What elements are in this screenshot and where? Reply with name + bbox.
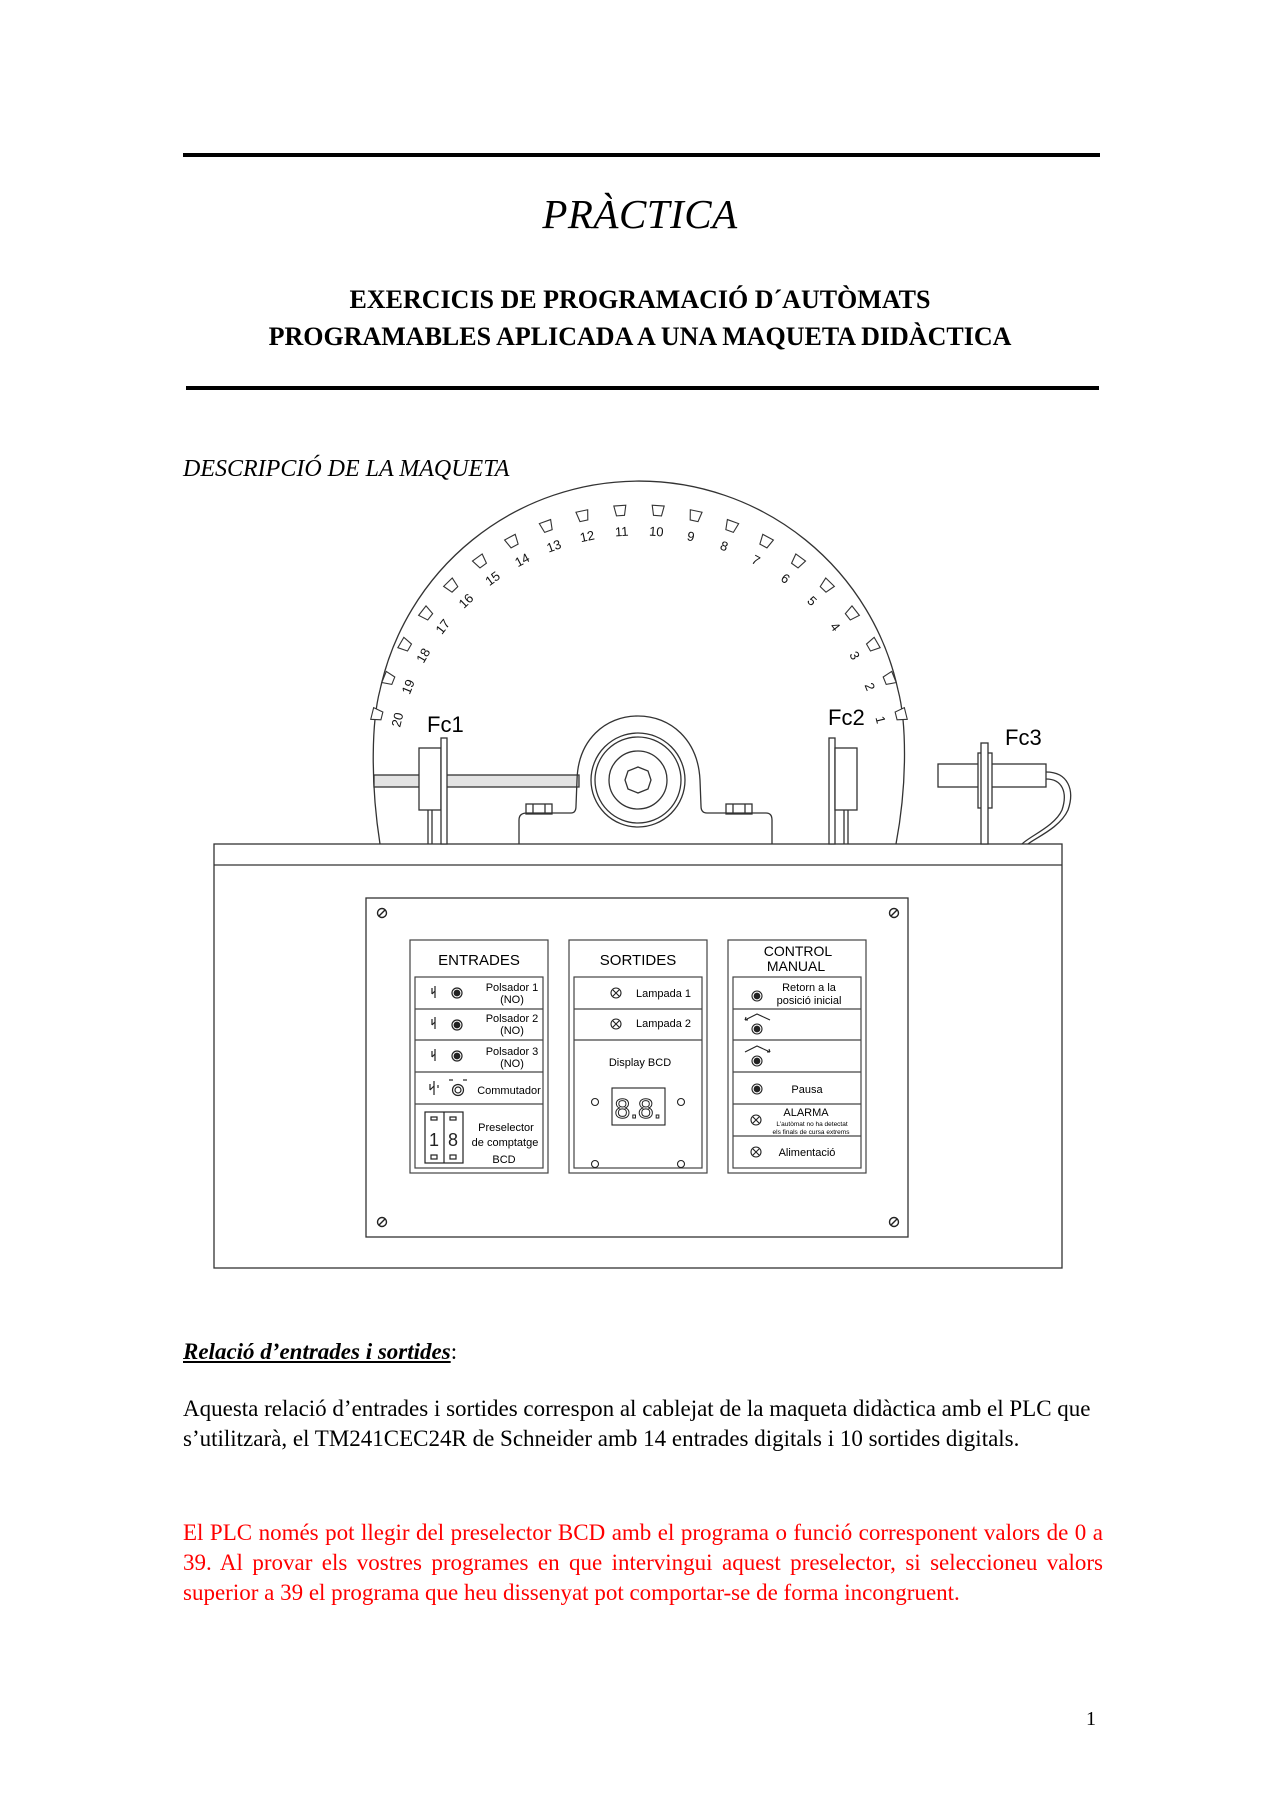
scale-flag-icon [472, 554, 488, 569]
screw-icon [678, 1099, 685, 1106]
scale-position-label: 2 [861, 680, 879, 693]
fc2-label: Fc2 [828, 705, 865, 730]
entrades-row-2-label: Polsador 2 [485, 1013, 539, 1025]
scale-flag-icon [505, 534, 520, 548]
fc3-label: Fc3 [1005, 725, 1042, 750]
scale-position-label: 6 [778, 570, 793, 587]
scale-position-label: 11 [614, 523, 629, 540]
scale-flag-icon [539, 520, 554, 534]
scale-position-label: 4 [827, 619, 844, 635]
position-scale [371, 505, 908, 728]
scale-position-label: 18 [413, 645, 434, 666]
scale-position-label: 12 [578, 527, 596, 546]
fc1-label: Fc1 [427, 712, 464, 737]
fc2-switch [829, 738, 835, 844]
scale-position-label: 5 [804, 592, 820, 609]
entrades-row-1-label: Polsador 1 [485, 982, 539, 994]
scale-position-label: 9 [685, 528, 696, 545]
pause-button-icon [752, 1084, 762, 1094]
pausa-label: Pausa [791, 1084, 823, 1096]
subtitle-line-2: PROGRAMABLES APLICADA A UNA MAQUETA DIDÀCTICA [268, 322, 1012, 351]
subtitle-line-1: EXERCICIS DE PROGRAMACIÓ D´AUTÒMATS [349, 285, 931, 314]
scale-flag-icon [688, 510, 702, 522]
seven-segment-value: 8.8. [614, 1093, 662, 1124]
alarma-desc-2: els finals de cursa extrems [772, 1129, 850, 1136]
pushbutton-icon [432, 1017, 462, 1030]
fc1-switch [419, 748, 441, 810]
lampada-1-label: Lampada 1 [636, 988, 692, 1000]
alarma-desc-1: L'autòmat no ha detectat [776, 1121, 848, 1128]
scale-flag-icon [844, 606, 859, 622]
pushbutton-icon [432, 986, 462, 998]
scale-flag-icon [419, 606, 434, 622]
scale-flag-icon [895, 708, 908, 722]
scale-position-label: 17 [432, 616, 454, 637]
retorn-label-2: posició inicial [776, 995, 842, 1007]
scale-position-label: 1 [872, 714, 889, 726]
pushbutton-icon [432, 1049, 462, 1061]
scale-flag-icon [652, 505, 665, 516]
retorn-label-1: Retorn a la [782, 982, 836, 994]
rotary-disc-outline [373, 481, 904, 844]
sortides-title: SORTIDES [599, 952, 677, 969]
alarm-lamp-icon [751, 1115, 761, 1125]
screw-icon [890, 909, 899, 918]
scale-position-label: 3 [846, 648, 864, 663]
scale-flag-icon [866, 637, 881, 652]
alimentacio-label: Alimentació [778, 1147, 836, 1159]
scale-flag-icon [758, 534, 773, 548]
scale-position-label: 14 [512, 550, 533, 571]
scale-position-label: 15 [482, 568, 503, 589]
page-title: PRÀCTICA [542, 191, 738, 237]
entrades-title: ENTRADES [438, 952, 520, 969]
power-lamp-icon [751, 1147, 761, 1157]
scale-flag-icon [398, 637, 413, 652]
screw-icon [592, 1099, 599, 1106]
scale-flag-icon [724, 520, 739, 534]
display-bcd-label: Display BCD [608, 1057, 672, 1069]
base-box [214, 844, 1062, 1268]
scale-position-label: 10 [648, 523, 665, 540]
scale-flag-icon [819, 578, 835, 594]
selector-switch-icon [430, 1080, 467, 1096]
preselector-line-1: Preselector [478, 1122, 534, 1134]
page-number: 1 [1086, 1708, 1096, 1730]
control-manual-title-1: CONTROL [763, 943, 833, 959]
scale-position-label: 8 [718, 537, 731, 555]
io-description-paragraph: Aquesta relació d’entrades i sortides correspon al cablejat de la maqueta didàctica amb el PLC que s’utilitzarà, el TM241CEC24R de Schneider amb 14 entrades digitals i 10 sortides digitals. [183, 1396, 1091, 1451]
entrades-row-1-sub: (NO) [500, 994, 524, 1006]
lamp-icon [611, 988, 621, 998]
screw-icon [592, 1161, 599, 1168]
bcd-warning-paragraph: El PLC només pot llegir del preselector BCD amb el programa o funció corresponent valors de 0 a 39. Al provar els vostres programes en que intervingui aquest preselector, si seleccioneu valors superior a 39 el programa que heu dissenyat pot comportar-se de forma incongruent. [183, 1520, 1103, 1605]
scale-flag-icon [371, 708, 384, 722]
relation-heading-text: Relació d’entrades i sortides [183, 1339, 451, 1364]
scale-position-label: 20 [388, 710, 407, 729]
scale-flag-icon [614, 505, 627, 516]
shaft [374, 775, 579, 787]
entrades-row-2-sub: (NO) [500, 1025, 524, 1037]
scale-position-label: 7 [749, 551, 763, 569]
preselector-line-2: de comptatge [471, 1137, 539, 1149]
preselector-digit-1: 1 [428, 1130, 440, 1150]
screw-icon [890, 1218, 899, 1227]
lamp-icon [611, 1019, 621, 1029]
screw-icon [678, 1161, 685, 1168]
screw-icon [378, 909, 387, 918]
preselector-line-3: BCD [492, 1154, 516, 1166]
alarma-label: ALARMA [783, 1107, 829, 1119]
lampada-2-label: Lampada 2 [636, 1018, 692, 1030]
rotate-left-button-icon [745, 1014, 770, 1034]
scale-flag-icon [444, 578, 460, 594]
scale-position-label: 19 [398, 677, 418, 697]
scale-position-label: 13 [544, 536, 564, 556]
entrades-row-4-label: Commutador [477, 1085, 541, 1097]
control-manual-title-2: MANUAL [766, 958, 826, 974]
relation-heading-colon: : [450, 1339, 458, 1364]
screw-icon [378, 1218, 387, 1227]
rotate-right-button-icon [745, 1046, 770, 1066]
scale-flag-icon [576, 510, 590, 522]
scale-flag-icon [790, 554, 806, 569]
return-home-button-icon [752, 991, 762, 1001]
entrades-row-3-sub: (NO) [500, 1058, 524, 1070]
entrades-row-3-label: Polsador 3 [485, 1046, 539, 1058]
relation-heading [183, 1339, 457, 1365]
preselector-digit-2: 8 [447, 1130, 459, 1150]
section-heading: DESCRIPCIÓ DE LA MAQUETA [183, 456, 510, 482]
scale-position-label: 16 [455, 590, 477, 612]
control-manual-box [728, 940, 866, 1173]
